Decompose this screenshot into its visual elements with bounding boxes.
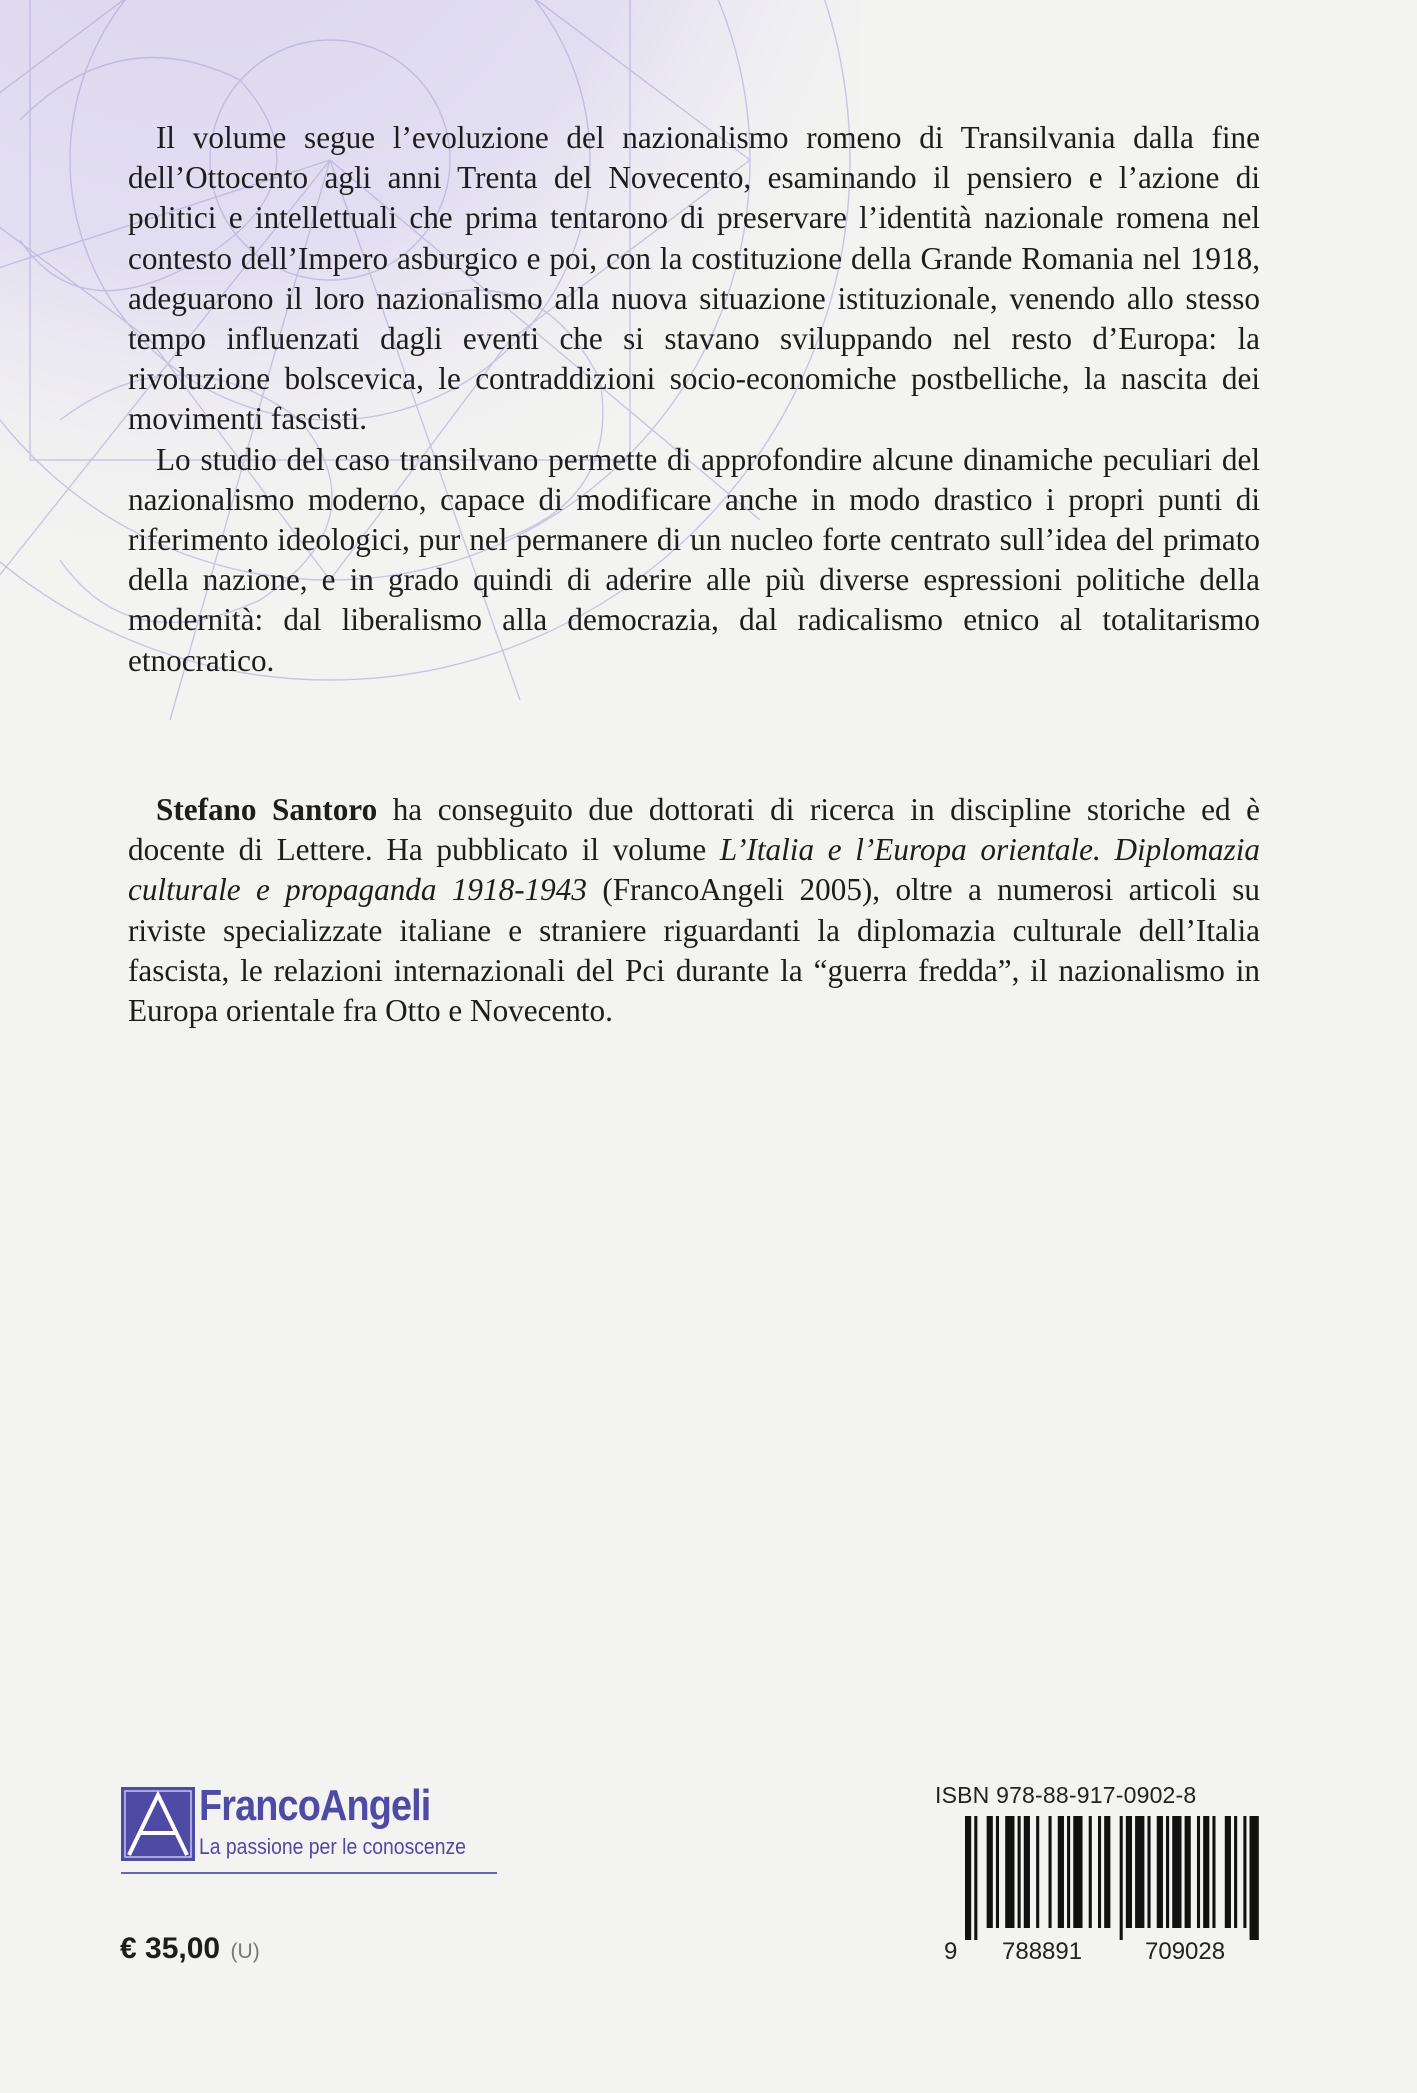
synopsis	[128, 118, 1260, 681]
publisher-name: FrancoAngeli	[199, 1781, 431, 1830]
barcode	[965, 1816, 1265, 1940]
barcode-digits-left: 788891	[1002, 1938, 1083, 1965]
barcode-bar	[1157, 1816, 1163, 1928]
synopsis-paragraph-1: Il volume segue l’evoluzione del nazionalismo romeno di Transilvania dalla fine dell’Ottocento agli anni Trenta del Novecento, esaminando il pensiero e l’azione di politici e intellettuali che prima tentarono di preservare l’identità nazionale romena nel contesto dell’Impero asburgico e poi, con la costituzione della Grande Romania nel 1918, adeguarono il loro nazionalismo alla nuova situazione istituzionale, venendo allo stesso tempo influenzati dagli eventi che si stavano sviluppando nel resto d’Europa: la rivoluzione bolscevica, le contraddizioni socio-economiche postbelliche, la nascita dei movimenti fascisti.	[128, 120, 1260, 437]
barcode-bar	[1058, 1816, 1064, 1928]
barcode-bar	[1243, 1816, 1246, 1928]
barcode-bar	[1104, 1816, 1110, 1928]
barcode-bar	[1024, 1816, 1030, 1928]
barcode-bar	[1147, 1816, 1150, 1928]
barcode-bar	[1120, 1816, 1123, 1940]
barcode-bar	[1185, 1816, 1191, 1928]
author-bio	[128, 790, 1260, 1031]
barcode-bar	[1067, 1816, 1070, 1928]
barcode-bar	[1018, 1816, 1021, 1928]
barcode-bar	[1005, 1816, 1014, 1928]
synopsis-paragraph-2: Lo studio del caso transilvano permette di approfondire alcune dinamiche peculiari del nazionalismo moderno, capace di modificare anche in modo drastico i propri punti di riferimento ideologici, pur nel permanere di un nucleo forte centrato sull’idea del primato della nazione, e in grado quindi di aderire alle più diverse espressioni politiche della modernità: dal liberalismo alla democrazia, dal radicalismo etnico al totalitarismo etnocratico.	[128, 441, 1260, 678]
barcode-bar	[974, 1816, 977, 1940]
barcode-bar	[1036, 1816, 1039, 1928]
barcode-bar	[996, 1816, 999, 1928]
author-bio-paragraph	[128, 790, 1260, 1031]
barcode-digit-first: 9	[944, 1938, 958, 1965]
barcode-bar	[1172, 1816, 1181, 1928]
barcode-bar	[1203, 1816, 1209, 1928]
barcode-bar	[1250, 1816, 1259, 1940]
author-bio-text-2: (FrancoAngeli 2005), oltre a numerosi articoli su riviste specializzate italiane e straniere riguardanti la diplomazia culturale dell’Italia fascista, le relazioni internazionali del Pci durante la “guerra fredda”, il nazionalismo in Europa orientale fra Otto e Novecento.	[128, 872, 1260, 1029]
barcode-bar	[1234, 1816, 1237, 1928]
author-bio-text-1: ha conseguito due dottorati di ricerca in discipline storiche ed è docente di Lettere. Ha pubblicato il volume	[128, 792, 1260, 868]
barcode-bar	[1049, 1816, 1052, 1928]
barcode-bar	[1225, 1816, 1231, 1928]
barcode-bar	[965, 1816, 971, 1940]
author-book-title: L’Italia e l’Europa orientale. Diplomazia culturale e propaganda 1918-1943	[128, 832, 1260, 908]
barcode-bar	[1089, 1816, 1092, 1928]
price-value: € 35,00	[120, 1932, 221, 1965]
publisher-logo-icon	[121, 1787, 195, 1861]
price-code: (U)	[230, 1940, 260, 1963]
author-name: Stefano Santoro	[156, 792, 378, 827]
barcode-bar	[1126, 1816, 1132, 1928]
barcode-bar	[1197, 1816, 1200, 1928]
isbn-label: ISBN 978-88-917-0902-8	[935, 1782, 1197, 1808]
publisher-divider	[121, 1872, 497, 1874]
barcode-bar	[1098, 1816, 1101, 1928]
barcode-digits-right: 709028	[1145, 1938, 1226, 1965]
publisher-tagline: La passione per le conoscenze	[199, 1834, 466, 1859]
price	[120, 1932, 260, 1966]
barcode-bar	[1166, 1816, 1169, 1928]
barcode-bar	[987, 1816, 993, 1928]
barcode-bar	[1135, 1816, 1144, 1928]
barcode-bar	[1073, 1816, 1082, 1928]
publisher-logo	[121, 1781, 499, 1870]
barcode-bar	[1212, 1816, 1215, 1928]
